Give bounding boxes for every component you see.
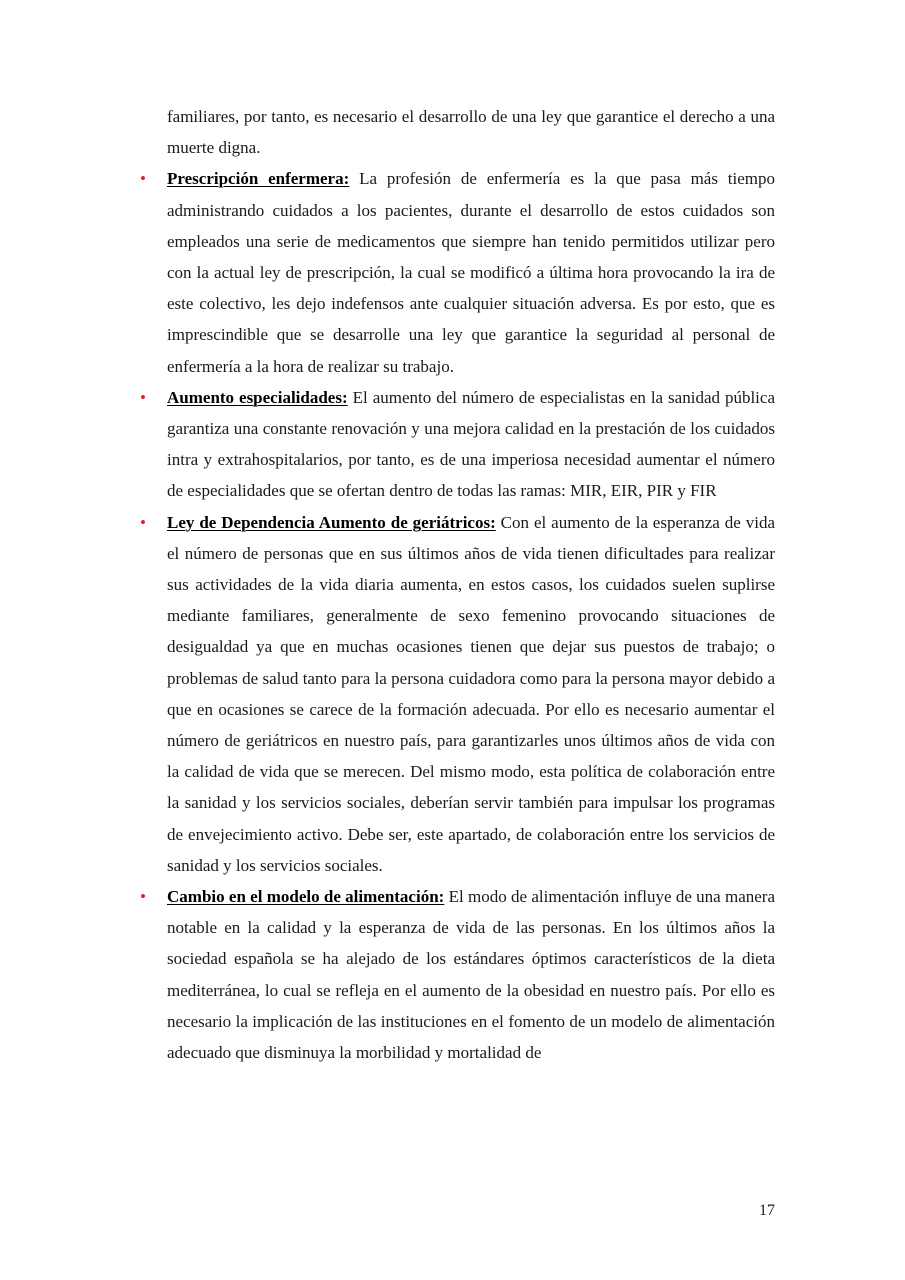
page-number: 17 [759, 1202, 775, 1219]
list-item-text: El aumento del número de especialistas en la sanidad pública garantiza una constante renovación y una mejora calidad en la prestación de los cuidados intra y extrahospitalarios, por tanto, es de una imperiosa necesidad aumentar el número de especialidades que se ofertan dentro de todas las ramas: MIR, EIR, PIR y FIR [167, 387, 775, 501]
list-item-especialidades [140, 382, 775, 507]
list-item-prescripcion [140, 163, 775, 381]
list-item-dependencia [140, 507, 775, 881]
body-text [140, 101, 776, 1068]
list-item-text: Con el aumento de la esperanza de vida el número de personas que en sus últimos años de vida tienen dificultades para realizar sus actividades de la vida diaria aumenta, en estos casos, los cuidados suelen suplirse mediante familiares, generalmente de sexo femenino provocando situaciones de desigualdad ya que en muchas ocasiones tienen que dejar sus puestos de trabajo; o problemas de salud tanto para la persona cuidadora como para la persona mayor debido a que en ocasiones se carece de la formación adecuada. Por ello es necesario aumentar el número de geriátricos en nuestro país, para garantizarles unos últimos años de vida con la calidad de vida que se merecen. Del mismo modo, esta política de colaboración entre la sanidad y los servicios sociales, deberían servir también para impulsar los programas de envejecimiento activo. Debe ser, este apartado, de colaboración entre los servicios de sanidad y los servicios sociales. [167, 512, 775, 875]
continuation-paragraph: familiares, por tanto, es necesario el desarrollo de una ley que garantice el derecho a una muerte digna. [167, 107, 775, 158]
bullet-icon: • [140, 512, 146, 532]
bullet-icon: • [140, 887, 146, 907]
list-item-text: El modo de alimentación influye de una manera notable en la calidad y la esperanza de vida de las personas. En los últimos años la sociedad española se ha alejado de los estándares óptimos característicos de la dieta mediterránea, lo cual se refleja en el aumento de la obesidad en nuestro país. Por ello es necesario la implicación de las instituciones en el fomento de un modelo de alimentación adecuado que disminuya la morbilidad y mortalidad de [167, 887, 776, 1063]
list-item-term: Aumento especialidades: [167, 387, 348, 407]
list-item-alimentacion [140, 881, 776, 1068]
bullet-icon: • [140, 169, 146, 189]
list-item-text: La profesión de enfermería es la que pasa más tiempo administrando cuidados a los pacientes, durante el desarrollo de estos cuidados son empleados una serie de medicamentos que siempre han tenido permitidos utilizar pero con la actual ley de prescripción, la cual se modificó a última hora provocando la ira de este colectivo, les dejo indefensos ante cualquier situación adversa. Es por esto, que es imprescindible que se desarrolle una ley que garantice la seguridad al personal de enfermería a la hora de realizar su trabajo. [167, 169, 775, 376]
list-item-term: Cambio en el modelo de alimentación: [167, 887, 445, 907]
list-item-term: Prescripción enfermera: [167, 169, 350, 189]
bullet-icon: • [140, 387, 146, 407]
list-item-term: Ley de Dependencia Aumento de geriátricos: [167, 512, 496, 532]
